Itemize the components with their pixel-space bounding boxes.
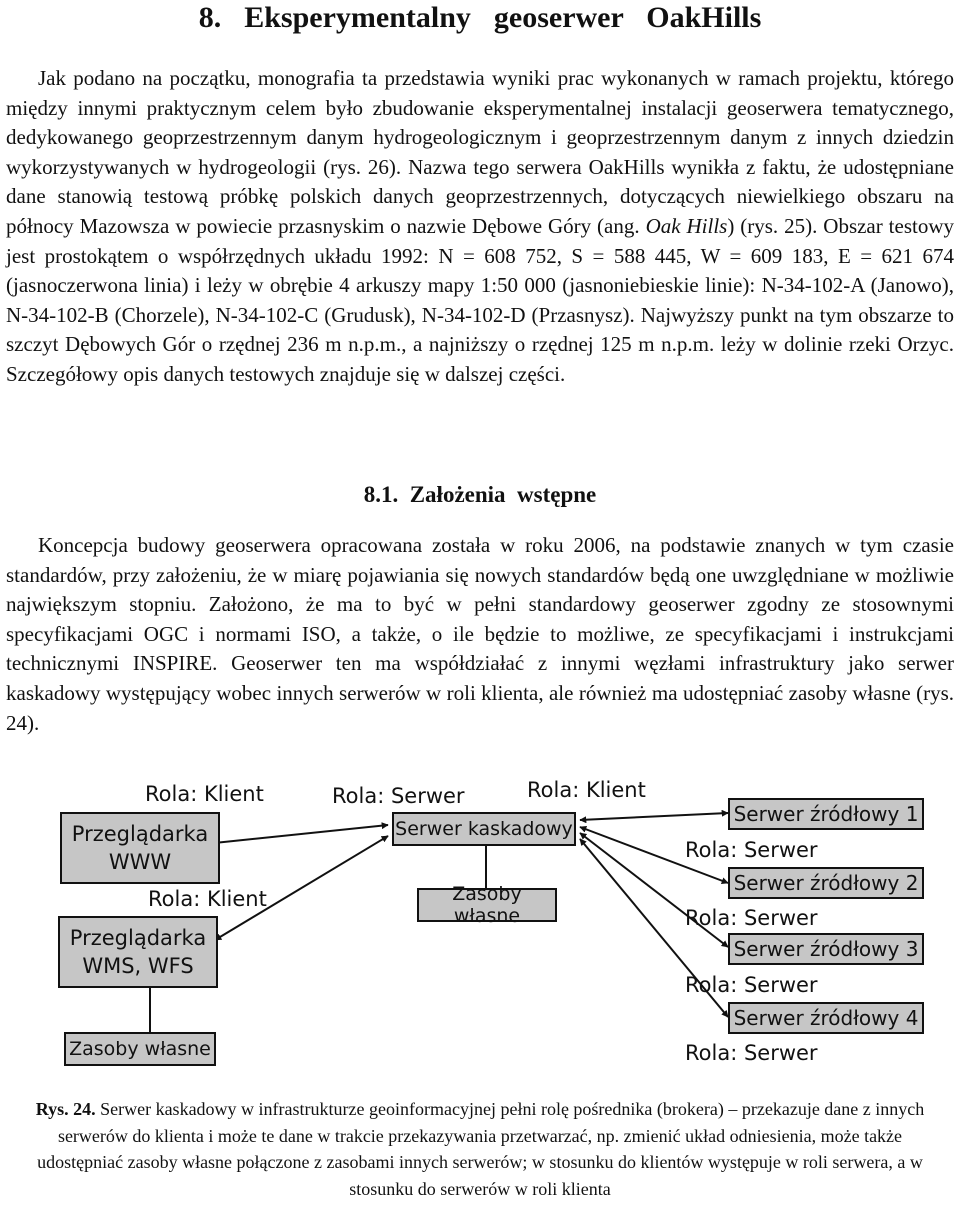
left-role-client-1: Rola: Klient (145, 782, 264, 806)
paragraph-intro-text-a: Jak podano na początku, monografia ta przedstawia wyniki prac wykonanych w ramach projektu, którego między innymi praktycznym celem było zbudowanie eksperymentalnej instalacji geoserwera tematycznego, dedykowanego geoprzestrzennym danym hydrogeologicznym i geoprzestrzennym danym z innych dziedzin wykorzystywanych w hydrogeologii (rys. 26). Nazwa tego serwera OakHills wynikła z faktu, że udostępniane dane stanowią testową próbkę polskich danych geoprzestrzennych, dotyczących niewielkiego obszaru na północy Mazowsza w powiecie przasnyskim o nazwie Dębowe Góry (ang. (6, 66, 954, 238)
arrow-browser-www (195, 825, 388, 845)
section-title: 8.1. Założenia wstępne (363, 482, 597, 507)
cascade-server-diagram (40, 770, 940, 1080)
source-server-1-role: Rola: Serwer (685, 838, 818, 862)
paragraph-intro (6, 64, 954, 390)
source-server-2-role: Rola: Serwer (685, 906, 818, 930)
source-server-4-role: Rola: Serwer (685, 1041, 818, 1065)
cascade-server-box: Serwer kaskadowy (392, 812, 576, 846)
figure-caption (20, 1096, 940, 1202)
figure-caption-label: Rys. 24. (35, 1099, 96, 1119)
center-role-server: Rola: Serwer (332, 784, 465, 808)
paragraph-assumptions (6, 531, 954, 738)
source-server-3-box: Serwer źródłowy 3 (728, 933, 924, 965)
source-server-2-box: Serwer źródłowy 2 (728, 867, 924, 899)
left-role-client-2: Rola: Klient (148, 887, 267, 911)
paragraph-intro-text-b: ) (rys. 25). Obszar testowy jest prostokątem o współrzędnych układu 1992: N = 608 752, S = 588 445, W = 609 183, E = 621 674 (jasnoczerwona linia) i leży w obrębie 4 arkuszy mapy 1:50 000 (jasnoniebieskie linie): N-34-102-A (Janowo), N-34-102-B (Chorzele), N-34-102-C (Grudusk), N-34-102-D (Przasnysz). Najwyższy punkt na tym obszarze to szczyt Dębowych Gór o rzędnej 236 m n.p.m., a najniższy o rzędnej 125 m n.p.m. leży w dolinie rzeki Orzyc. Szczegółowy opis danych testowych znajduje się w dalszej części. (6, 213, 955, 386)
paragraph-intro-italic: Oak Hills (645, 213, 728, 238)
browser-wms-box: Przeglądarka WMS, WFS (58, 916, 218, 988)
left-own-resources-box: Zasoby własne (64, 1032, 216, 1066)
center-role-client: Rola: Klient (527, 778, 646, 802)
paragraph-assumptions-text: Koncepcja budowy geoserwera opracowana została w roku 2006, na podstawie znanych w tym czasie standardów, przy założeniu, że w miarę pojawiania się nowych standardów będą one uwzględniane w możliwie największym stopniu. Założono, że ma to być w pełni standardowy geoserwer zgodny ze stosownymi specyfikacjami OGC i normami ISO, a także, o ile będzie to możliwe, ze specyfikacjami i instrukcjami technicznymi INSPIRE. Geoserwer ten ma współdziałać z innymi węzłami infrastruktury jako serwer kaskadowy występujący wobec innych serwerów w roli klienta, ale również ma udostępniać zasoby własne (rys. 24). (6, 533, 954, 735)
arrow-source-1 (580, 813, 728, 820)
source-server-4-box: Serwer źródłowy 4 (728, 1002, 924, 1034)
chapter-title: 8. Eksperymentalny geoserwer OakHills (198, 1, 762, 34)
figure-caption-text: Serwer kaskadowy w infrastrukturze geoinformacyjnej pełni rolę pośrednika (brokera) – przekazuje dane z innych serwerów do klienta i może te dane w trakcie przekazywania przetwarzać, np. zmienić układ odniesienia, może także udostępniać zasoby własne połączone z zasobami innych serwerów; w stosunku do klientów występuje w roli serwera, a w stosunku do serwerów w roli klienta (37, 1099, 925, 1199)
browser-www-box: Przeglądarka WWW (60, 812, 220, 884)
center-own-resources-box: Zasoby własne (417, 888, 557, 922)
source-server-1-box: Serwer źródłowy 1 (728, 798, 924, 830)
source-server-3-role: Rola: Serwer (685, 973, 818, 997)
